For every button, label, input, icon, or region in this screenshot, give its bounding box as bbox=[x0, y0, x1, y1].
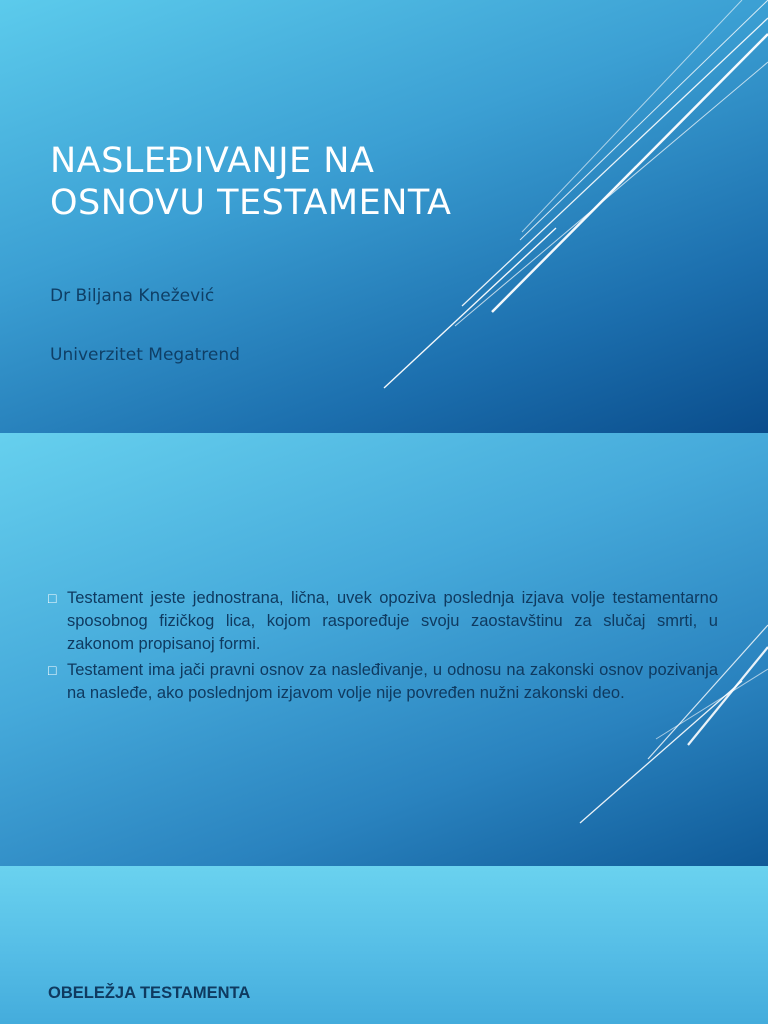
slide-definition bbox=[0, 433, 768, 866]
hollow-square-bullet-icon: □ bbox=[48, 662, 57, 678]
bullet-text: Testament ima jači pravni osnov za nasleđivanje, u odnosu na zakonski osnov pozivanja na nasleđe, ako poslednjom izjavom volje nije povređen nužni zakonski deo. bbox=[67, 661, 718, 702]
slide-heading: OBELEŽJA TESTAMENTA bbox=[48, 984, 251, 1002]
definition-bullet-list bbox=[48, 587, 718, 708]
institution-name: Univerzitet Megatrend bbox=[50, 345, 240, 365]
list-item bbox=[48, 659, 718, 705]
presentation-title bbox=[50, 140, 451, 224]
hollow-square-bullet-icon: □ bbox=[48, 590, 57, 606]
author-name: Dr Biljana Knežević bbox=[50, 286, 215, 306]
slide-title bbox=[0, 0, 768, 433]
title-line-2: OSNOVU TESTAMENTA bbox=[50, 183, 452, 223]
slide-characteristics bbox=[0, 866, 768, 1024]
title-line-1: NASLEĐIVANJE NA bbox=[50, 141, 375, 181]
bullet-text: Testament jeste jednostrana, lična, uvek opoziva poslednja izjava volje testamentarno sposobnog fizičkog lica, kojom raspoređuje svoju zaostavštinu za slučaj smrti, u zakonom propisanoj formi. bbox=[67, 589, 718, 653]
list-item bbox=[48, 587, 718, 656]
